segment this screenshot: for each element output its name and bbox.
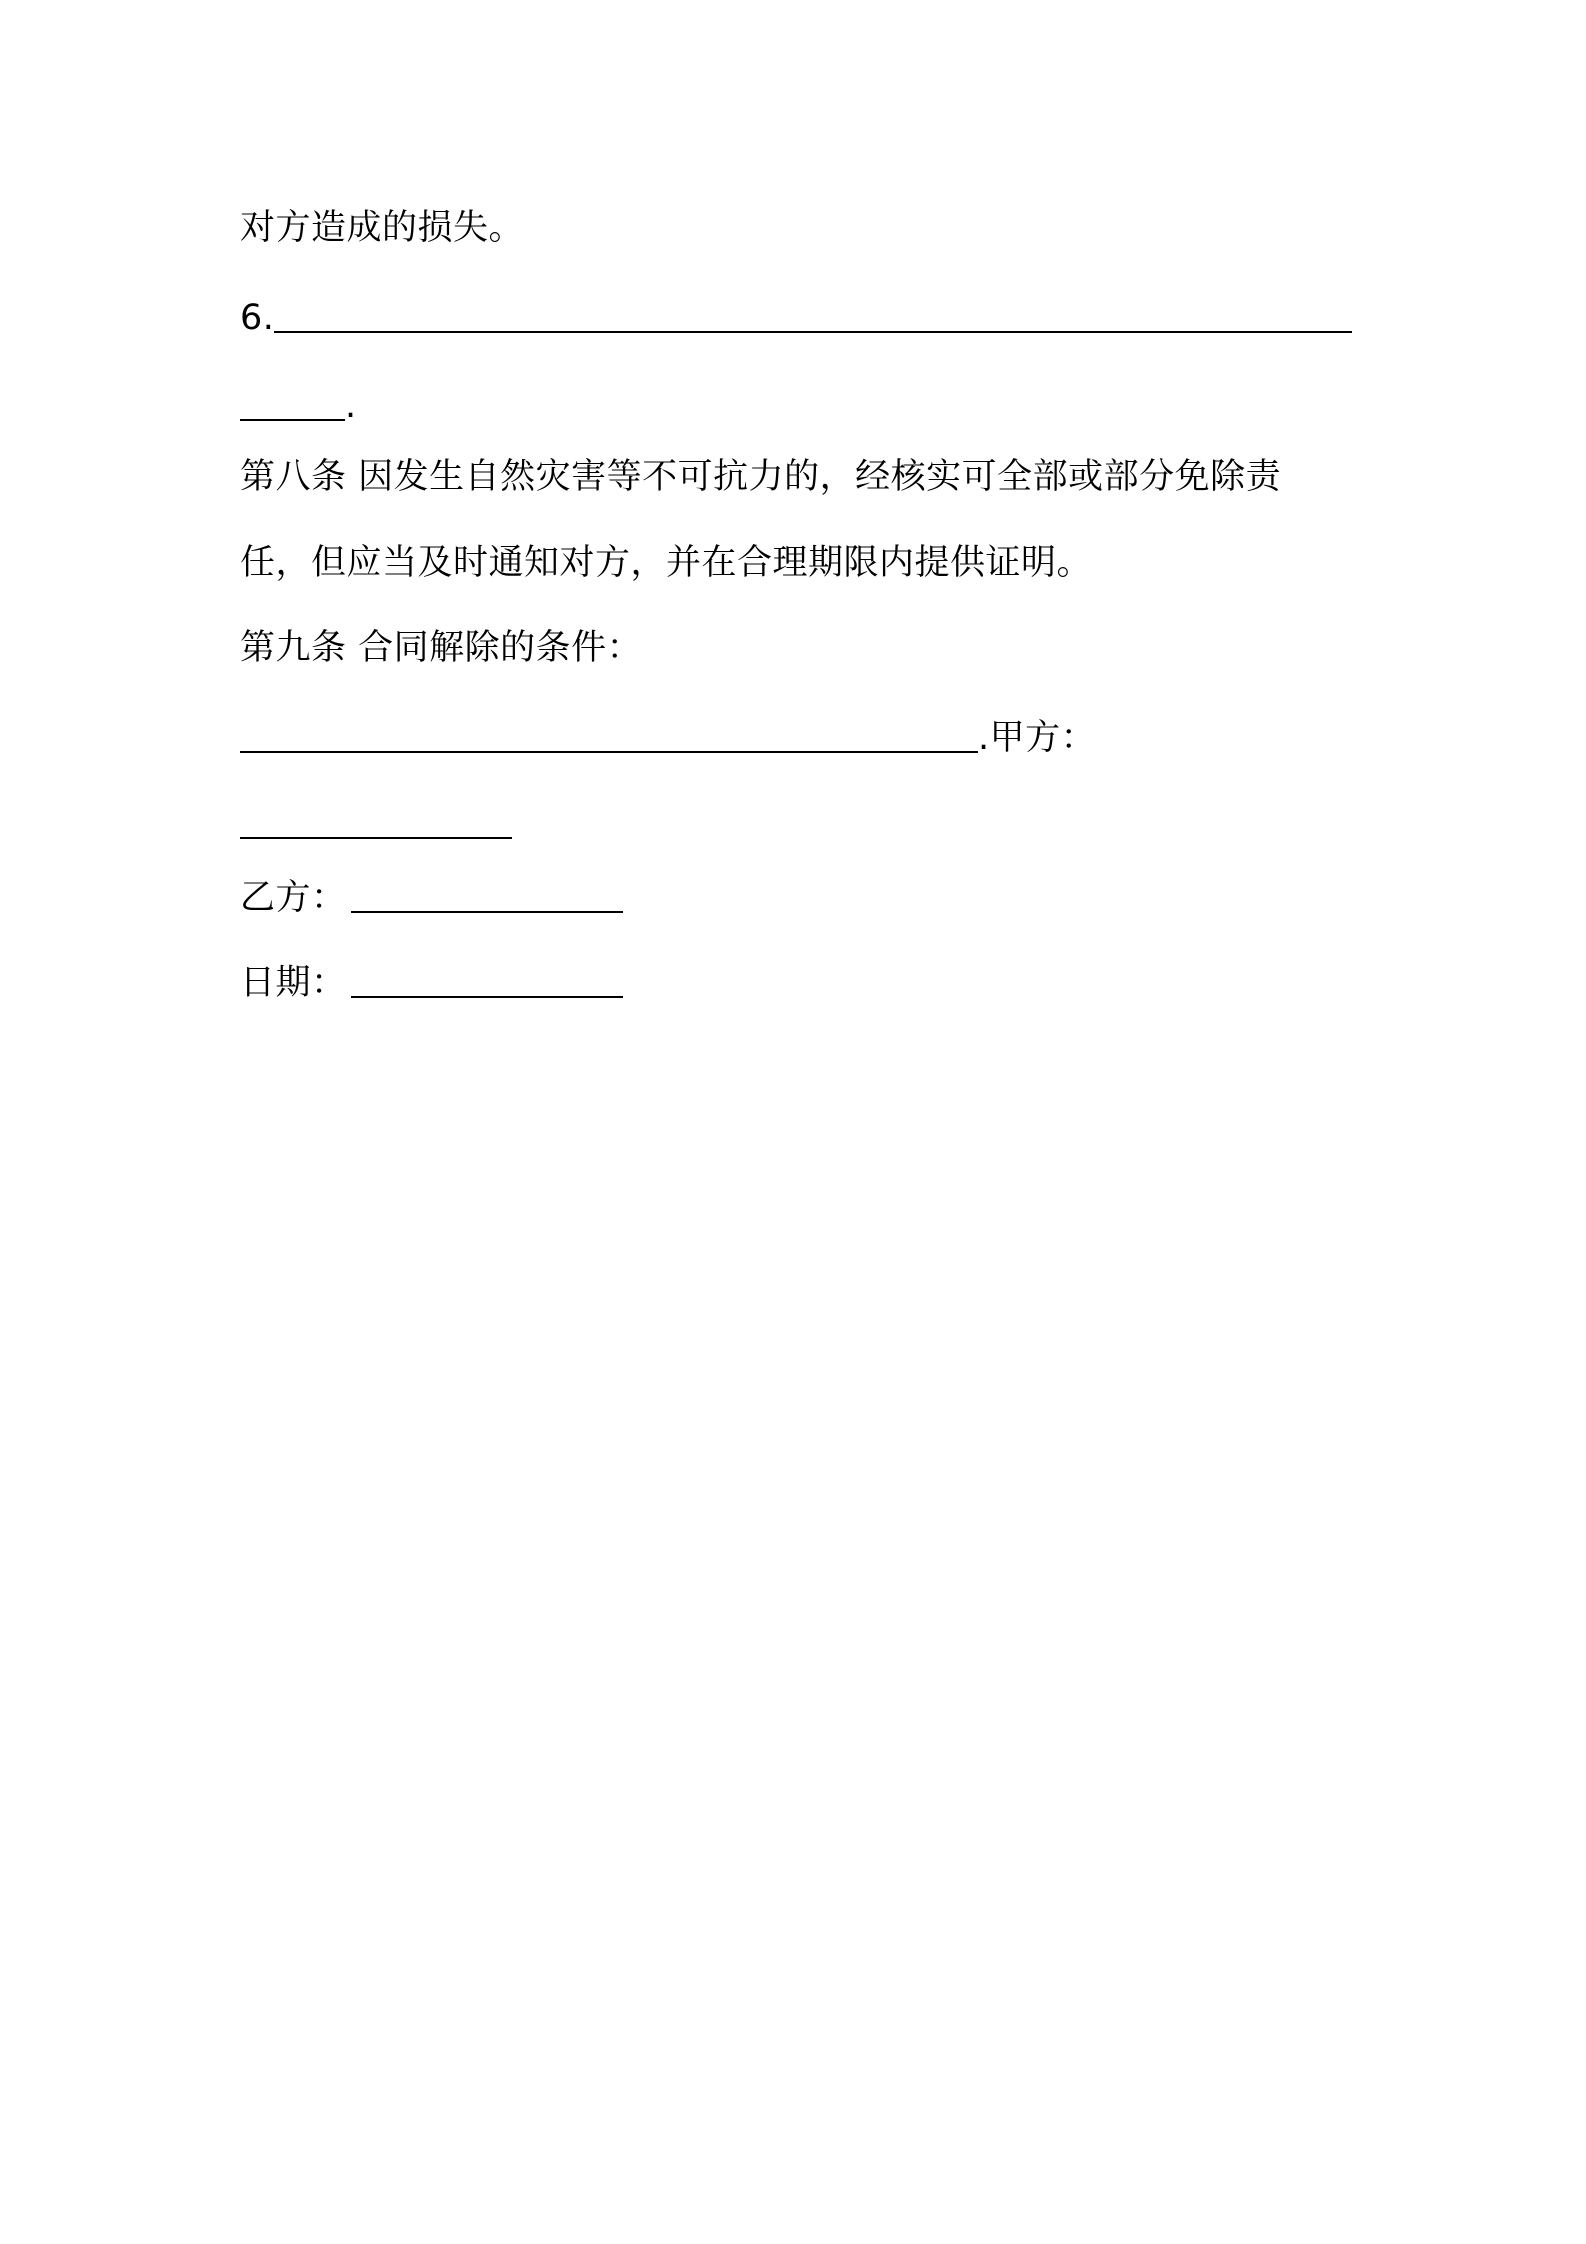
item-6-line: [240, 295, 1352, 341]
article-8-text-1: 第八条 因发生自然灾害等不可抗力的，经核实可全部或部分免除责: [240, 457, 1282, 497]
party-b-line: [240, 875, 623, 921]
party-a-signature-line: [240, 803, 512, 851]
item-6-blank-continued[interactable]: [240, 385, 345, 421]
termination-conditions-blank[interactable]: [240, 717, 978, 753]
date-label: 日期：: [240, 963, 347, 1003]
item-6-period: .: [345, 386, 357, 426]
party-b-label: 乙方：: [240, 878, 347, 918]
text-line-loss: [240, 205, 524, 251]
party-b-signature-blank[interactable]: [351, 877, 623, 913]
party-a-label: .甲方：: [978, 718, 1097, 758]
article-9-text: 第九条 合同解除的条件：: [240, 628, 643, 668]
article-8-line-2: [240, 540, 1092, 586]
article-8-text-2: 任，但应当及时通知对方，并在合理期限内提供证明。: [240, 543, 1093, 583]
item-6-number: 6.: [240, 298, 275, 338]
article-9-line: [240, 625, 642, 671]
item-6-continuation: [240, 383, 357, 429]
termination-and-party-a-line: [240, 715, 1096, 761]
date-line: [240, 960, 623, 1006]
date-blank[interactable]: [351, 962, 623, 998]
item-6-blank[interactable]: [274, 297, 1352, 333]
loss-text: 对方造成的损失。: [240, 208, 525, 248]
article-8-line-1: [240, 454, 1281, 500]
party-a-signature-blank[interactable]: [240, 803, 512, 839]
